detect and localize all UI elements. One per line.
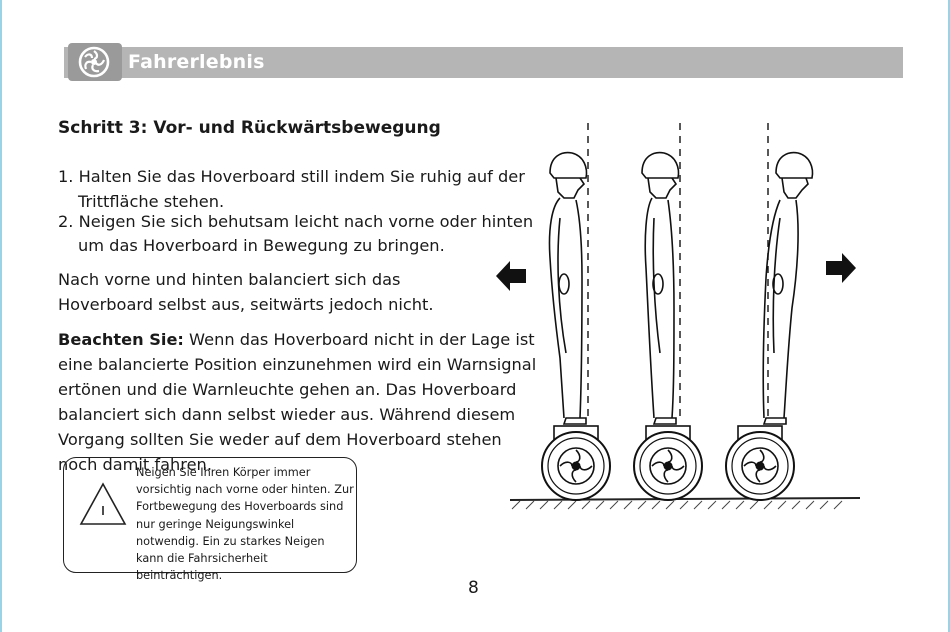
- step-1-line-1: 1. Halten Sie das Hoverboard still indem Sie ruhig auf der: [58, 167, 525, 186]
- step-2-line-1: 2. Neigen Sie sich behutsam leicht nach vorne oder hinten: [58, 212, 534, 231]
- ground-line: [510, 498, 860, 500]
- note-label: Beachten Sie:: [58, 330, 184, 349]
- balance-paragraph: Nach vorne und hinten balanciert sich das Hoverboard selbst aus, seitwärts jedoch nicht.: [58, 270, 434, 314]
- rider-leaning-forward: [738, 153, 812, 440]
- page-number: 8: [468, 578, 479, 598]
- warning-text: Neigen Sie Ihren Körper immer vorsichtig nach vorne oder hinten. Zur Fortbewegung des Hoverboards sind nur geringe Neigungswinkel notwendig. Ein zu starkes Neigen kann die Fahrsicherheit beinträchtigen.: [136, 466, 354, 583]
- section-icon-box: [68, 43, 122, 81]
- note-paragraph: [58, 327, 538, 477]
- step-heading: Schritt 3: Vor- und Rückwärtsbewegung: [58, 118, 441, 138]
- wheel-3: [726, 432, 794, 500]
- page-edge-left: [0, 0, 2, 632]
- arrow-left-icon: [496, 261, 526, 291]
- arrow-right-icon: [826, 253, 856, 283]
- rider-leaning-backward: [549, 153, 598, 440]
- rider-upright: [642, 153, 690, 440]
- wheel-1: [542, 432, 610, 500]
- hoverboard-lean-illustration: [490, 118, 870, 528]
- step-2-line-2: um das Hoverboard in Bewegung zu bringen.: [78, 236, 445, 255]
- ground-hatching: [512, 501, 842, 509]
- section-title: Fahrerlebnis: [128, 51, 265, 73]
- note-text: Wenn das Hoverboard nicht in der Lage ist eine balancierte Position einzunehmen wird ein Warnsignal ertönen und die Warnleuchte gehen an. Das Hoverboard balanciert sich dann selbst wieder aus. Während diesem Vorgang sollten Sie weder auf dem Hoverboard stehen noch damit fahren.: [58, 330, 537, 474]
- step-1-line-2: Trittfläche stehen.: [78, 192, 225, 211]
- wheel-2: [634, 432, 702, 500]
- warning-triangle-icon: [78, 481, 128, 527]
- hoverboard-wheel-icon: [77, 45, 111, 79]
- warning-box: [63, 457, 357, 583]
